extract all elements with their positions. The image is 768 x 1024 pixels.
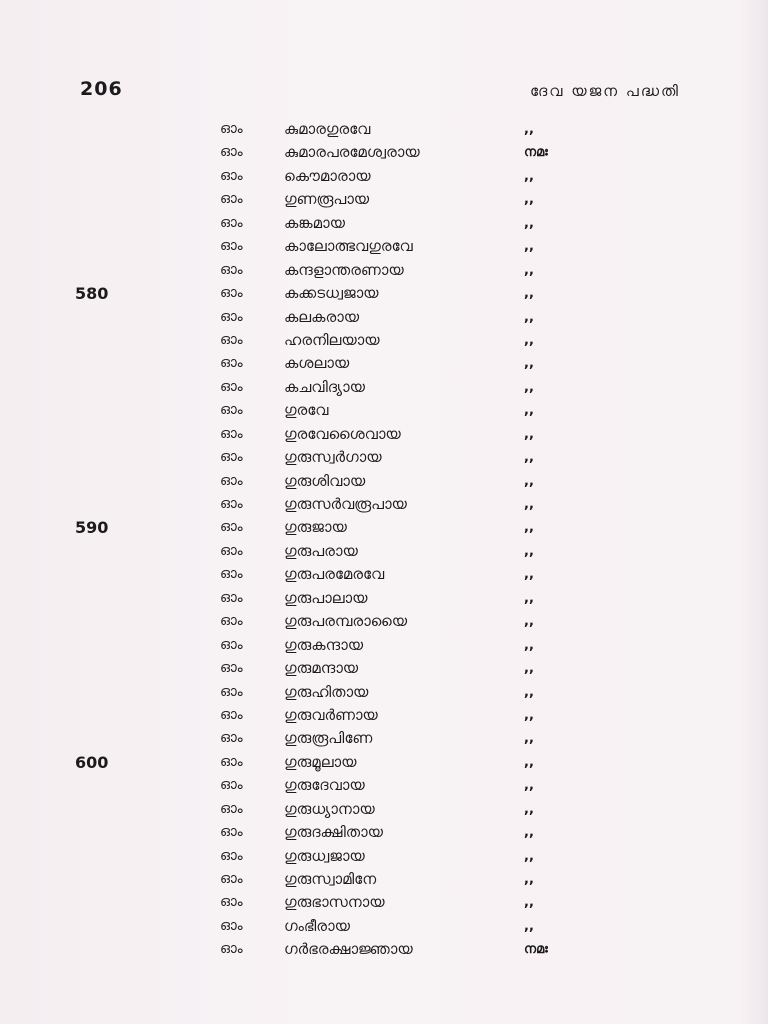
list-item xyxy=(0,470,768,493)
mantra-name: ഗുരുപരായ xyxy=(284,541,358,560)
mantra-suffix: ,, xyxy=(524,590,534,606)
list-item xyxy=(0,118,768,141)
mantra-suffix: ,, xyxy=(524,356,534,372)
mantra-suffix: ,, xyxy=(524,848,534,864)
mantra-name: ഗുരുസർവരൂപായ xyxy=(284,495,407,513)
mantra-suffix: ,, xyxy=(524,918,534,934)
list-item xyxy=(0,141,768,164)
list-item xyxy=(0,634,768,657)
list-item xyxy=(0,868,768,891)
mantra-name: ഗുരുധ്യാനായ xyxy=(284,799,375,818)
list-item xyxy=(0,540,768,563)
list-item xyxy=(0,938,768,961)
list-item xyxy=(0,891,768,914)
mantra-name: ഗുരുശിവായ xyxy=(284,471,366,490)
om-prefix: ഓം xyxy=(220,777,243,794)
mantra-suffix: ,, xyxy=(524,801,534,817)
list-item xyxy=(0,165,768,188)
mantra-suffix: ,, xyxy=(524,754,534,770)
list-item xyxy=(0,915,768,938)
list-item xyxy=(0,259,768,282)
mantra-name: കലകരായ xyxy=(284,307,360,326)
mantra-name: ഗുരുവർണായ xyxy=(284,705,378,724)
mantra-suffix: ,, xyxy=(524,332,534,348)
list-item xyxy=(0,352,768,375)
list-item xyxy=(0,212,768,235)
mantra-name: ഗുരവേശൈവായ xyxy=(284,424,401,443)
mantra-suffix: ,, xyxy=(524,731,534,747)
list-item xyxy=(0,399,768,422)
mantra-suffix: ,, xyxy=(524,309,534,325)
mantra-suffix: ,, xyxy=(524,450,534,466)
mantra-name: ഗുരുജായ xyxy=(284,518,347,537)
mantra-suffix: ,, xyxy=(524,262,534,278)
om-prefix: ഓം xyxy=(220,566,243,583)
om-prefix: ഓം xyxy=(220,331,243,348)
mantra-name: കന്ദളാന്തരണായ xyxy=(284,260,404,279)
om-prefix: ഓം xyxy=(220,847,243,864)
verse-number: 580 xyxy=(75,284,109,304)
list-item xyxy=(0,329,768,352)
list-item xyxy=(0,845,768,868)
mantra-name: ഗുരുപാലായ xyxy=(284,588,368,607)
running-title: ദേവ യജന പദ്ധതി xyxy=(530,82,680,100)
mantra-name: ഗുരുദേവായ xyxy=(284,776,365,795)
mantra-name: ഗുരുപരമേരവേ xyxy=(284,565,385,584)
om-prefix: ഓം xyxy=(220,308,243,325)
om-prefix: ഓം xyxy=(220,378,243,395)
om-prefix: ഓം xyxy=(220,519,243,536)
list-item xyxy=(0,610,768,633)
om-prefix: ഓം xyxy=(220,191,243,208)
om-prefix: ഓം xyxy=(220,472,243,489)
list-item xyxy=(0,774,768,797)
mantra-suffix: ,, xyxy=(524,403,534,419)
mantra-name: കങ്കമായ xyxy=(284,213,345,232)
om-prefix: ഓം xyxy=(220,660,243,677)
list-item xyxy=(0,704,768,727)
om-prefix: ഓം xyxy=(220,496,243,512)
mantra-suffix: ,, xyxy=(524,707,534,723)
mantra-suffix: ,, xyxy=(524,637,534,653)
list-item xyxy=(0,306,768,329)
om-prefix: ഓം xyxy=(220,871,243,887)
mantra-name: ഗുരുദക്ഷിതായ xyxy=(284,823,383,842)
mantra-name: ഗർഭരക്ഷാജ്ഞായ xyxy=(284,940,413,959)
mantra-suffix: ,, xyxy=(524,661,534,677)
om-prefix: ഓം xyxy=(220,121,243,137)
list-item xyxy=(0,657,768,680)
list-item xyxy=(0,587,768,610)
mantra-suffix: ,, xyxy=(524,379,534,395)
list-item xyxy=(0,423,768,446)
list-item xyxy=(0,446,768,469)
mantra-name: കുമാരഗുരവേ xyxy=(284,120,371,138)
mantra-name: ഗുണരൂപായ xyxy=(284,190,370,209)
list-item xyxy=(0,727,768,750)
mantra-suffix: ,, xyxy=(524,567,534,583)
mantra-suffix: ,, xyxy=(524,497,534,512)
mantra-name: കക്കടധ്വജായ xyxy=(284,284,379,303)
list-item xyxy=(0,282,768,305)
om-prefix: ഓം xyxy=(220,355,243,372)
om-prefix: ഓം xyxy=(220,589,243,606)
mantra-suffix: ,, xyxy=(524,614,534,630)
om-prefix: ഓം xyxy=(220,917,243,934)
mantra-name: ഗുരുഭാസനായ xyxy=(284,893,385,912)
list-item xyxy=(0,188,768,211)
mantra-name: ഗുരുഹിതായ xyxy=(284,682,369,701)
mantra-name: കുമാരപരമേശ്വരായ xyxy=(284,143,420,162)
om-prefix: ഓം xyxy=(220,730,243,747)
mantra-name: ഗുരുധ്വജായ xyxy=(284,846,365,865)
om-prefix: ഓം xyxy=(220,261,243,278)
list-item xyxy=(0,493,768,516)
mantra-suffix: ,, xyxy=(524,168,534,184)
mantra-name: ഗുരുപരമ്പരായൈ xyxy=(284,612,408,631)
mantra-suffix: ,, xyxy=(524,192,534,208)
mantra-name: ഗംഭീരായ xyxy=(284,916,350,935)
mantra-name: ഹരനിലയായ xyxy=(284,330,380,349)
om-prefix: ഓം xyxy=(220,167,243,184)
om-prefix: ഓം xyxy=(220,941,243,958)
om-prefix: ഓം xyxy=(220,894,243,911)
list-item xyxy=(0,681,768,704)
mantra-suffix: ,, xyxy=(524,426,534,442)
mantra-name: ഗുരുസ്വാമിനേ xyxy=(284,870,377,888)
mantra-suffix: ,, xyxy=(524,895,534,911)
list-item xyxy=(0,798,768,821)
mantra-suffix: ,, xyxy=(524,825,534,841)
mantra-suffix: ,, xyxy=(524,286,534,302)
mantra-suffix: ,, xyxy=(524,473,534,489)
om-prefix: ഓം xyxy=(220,144,243,161)
mantra-name: ഗുരുകന്ദായ xyxy=(284,635,364,654)
mantra-suffix: ,, xyxy=(524,872,534,887)
mantra-name: ഗുരുസ്വർഗായ xyxy=(284,448,382,467)
mantra-suffix: ,, xyxy=(524,778,534,794)
mantra-suffix: ,, xyxy=(524,684,534,700)
list-item xyxy=(0,235,768,258)
mantra-name: ഗുരവേ xyxy=(284,401,329,420)
page-number: 206 xyxy=(80,78,123,100)
mantra-suffix: ,, xyxy=(524,239,534,255)
mantra-suffix: ,, xyxy=(524,122,534,137)
om-prefix: ഓം xyxy=(220,425,243,442)
mantra-name: കചവിദ്യായ xyxy=(284,377,365,396)
om-prefix: ഓം xyxy=(220,402,243,419)
om-prefix: ഓം xyxy=(220,449,243,466)
om-prefix: ഓം xyxy=(220,636,243,653)
om-prefix: ഓം xyxy=(220,753,243,770)
mantra-name: കൌമാരായ xyxy=(284,166,371,185)
om-prefix: ഓം xyxy=(220,683,243,700)
mantra-suffix: നമഃ xyxy=(524,942,548,958)
mantra-name: കശലായ xyxy=(284,354,350,373)
om-prefix: ഓം xyxy=(220,542,243,559)
list-item xyxy=(0,563,768,586)
mantra-name: കാലോത്ഭവഗുരവേ xyxy=(284,237,413,256)
verse-number: 600 xyxy=(75,752,109,772)
om-prefix: ഓം xyxy=(220,706,243,723)
om-prefix: ഓം xyxy=(220,238,243,255)
mantra-suffix: ,, xyxy=(524,543,534,559)
mantra-name: ഗുരുമൂലായ xyxy=(284,752,357,771)
list-item xyxy=(0,376,768,399)
om-prefix: ഓം xyxy=(220,824,243,841)
om-prefix: ഓം xyxy=(220,800,243,817)
mantra-name: ഗുരുമന്ദായ xyxy=(284,659,359,678)
om-prefix: ഓം xyxy=(220,285,243,302)
verse-number: 590 xyxy=(75,518,109,538)
list-item xyxy=(0,821,768,844)
list-item xyxy=(0,516,768,539)
list-item xyxy=(0,751,768,774)
mantra-name: ഗുരുരൂപിണേ xyxy=(284,729,373,748)
om-prefix: ഓം xyxy=(220,613,243,630)
mantra-suffix: ,, xyxy=(524,520,534,536)
om-prefix: ഓം xyxy=(220,214,243,231)
mantra-list xyxy=(0,118,768,962)
mantra-suffix: ,, xyxy=(524,215,534,231)
mantra-suffix: നമഃ xyxy=(524,145,548,161)
